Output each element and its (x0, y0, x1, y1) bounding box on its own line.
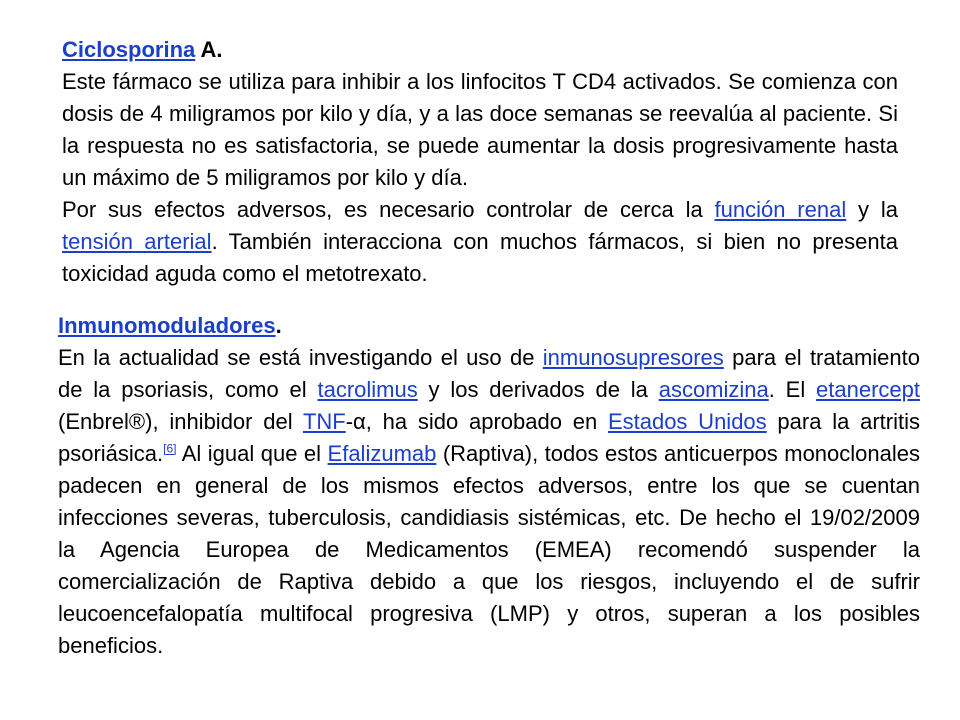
inmunomoduladores-link[interactable]: Inmunomoduladores (58, 313, 276, 338)
text-span: -α, ha sido aprobado en (345, 409, 608, 434)
text-span: y la (846, 197, 898, 222)
efalizumab-link[interactable]: Efalizumab (327, 441, 437, 466)
text-span: Por sus efectos adversos, es necesario controlar de cerca la (62, 197, 715, 222)
text-span: y los derivados de la (417, 377, 659, 402)
title-suffix: A. (195, 37, 223, 62)
funcion-renal-link[interactable]: función renal (714, 197, 847, 222)
etanercept-link[interactable]: etanercept (816, 377, 921, 402)
text-span: (Enbrel®), inhibidor del (58, 409, 303, 434)
estados-unidos-link[interactable]: Estados Unidos (607, 409, 767, 434)
inmunosupresores-link[interactable]: inmunosupresores (542, 345, 724, 370)
text-span: (Raptiva), todos estos anticuerpos monoclonales padecen en general de los mismos efectos adversos, entre los que se cuentan infecciones severas, tuberculosis, candidiasis sistémicas, etc. De hecho el 19/02/2009 la Agencia Europea de Medicamentos (EMEA) recomendó suspender la comercialización de Raptiva debido a que los riesgos, incluyendo el de sufrir leucoencefalopatía multifocal progresiva (LMP) y otros, superan a los posibles beneficios. (58, 441, 920, 658)
text-span: . El (768, 377, 817, 402)
text-span: Al igual que el (176, 441, 328, 466)
paragraph-adverse-effects (62, 194, 898, 290)
tension-arterial-link[interactable]: tensión arterial (62, 229, 212, 254)
ciclosporina-link[interactable]: Ciclosporina (62, 37, 196, 62)
text-span: para el tratamiento de la psoriasis, como el (58, 345, 921, 402)
section-title (62, 34, 898, 66)
reference-6-link[interactable]: [6] (163, 441, 177, 456)
tnf-link[interactable]: TNF (302, 409, 346, 434)
section-title (58, 310, 920, 342)
paragraph-dosage: Este fármaco se utiliza para inhibir a los linfocitos T CD4 activados. Se comienza con dosis de 4 miligramos por kilo y día, y a las doce semanas se reevalúa al paciente. Si la respuesta no es satisfactoria, se puede aumentar la dosis progresivamente hasta un máximo de 5 miligramos por kilo y día. (62, 69, 898, 190)
text-span: . También interacciona con muchos fármacos, si bien no presenta toxicidad aguda como el metotrexato. (62, 229, 898, 286)
ciclosporina-section (62, 34, 898, 290)
text-span: para la artritis psoriásica. (58, 409, 920, 466)
tacrolimus-link[interactable]: tacrolimus (317, 377, 418, 402)
text-span: En la actualidad se está investigando el uso de (58, 345, 543, 370)
paragraph-research (58, 342, 920, 662)
inmunomoduladores-section (58, 310, 920, 662)
title-suffix: . (275, 313, 282, 338)
ascomizina-link[interactable]: ascomizina (658, 377, 769, 402)
